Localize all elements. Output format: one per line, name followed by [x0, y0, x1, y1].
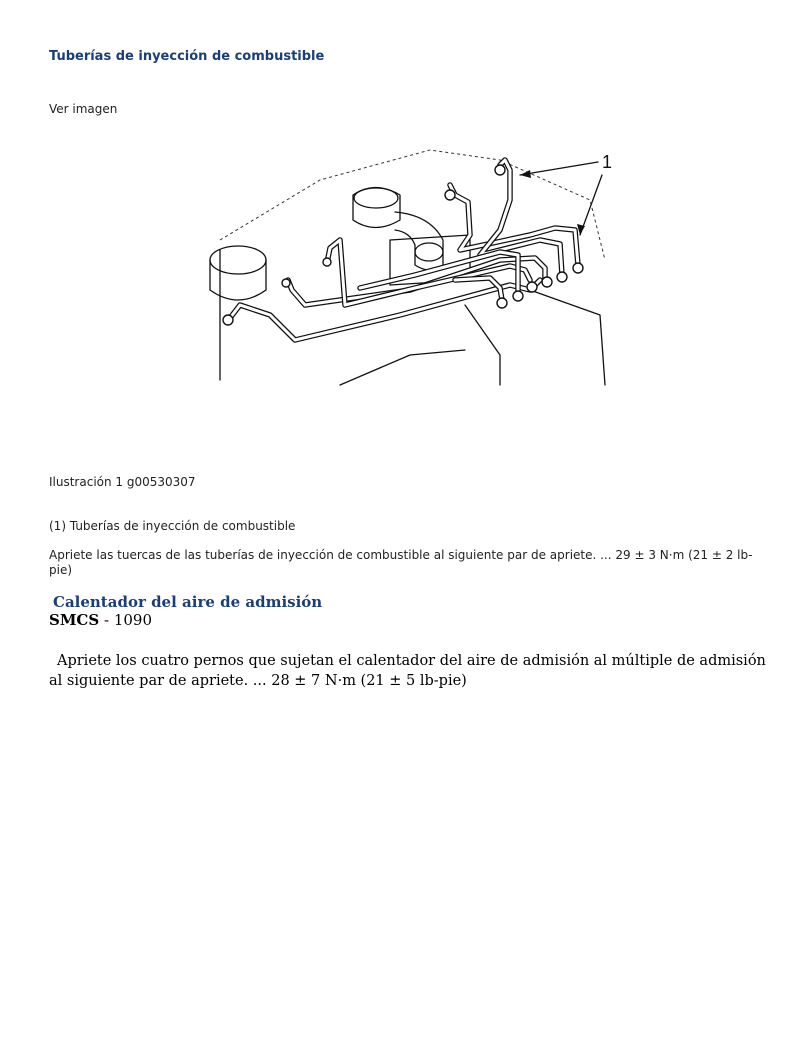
illustration-svg — [200, 140, 620, 390]
section-title: Tuberías de inyección de combustible — [49, 49, 325, 64]
smcs-value: - 1090 — [99, 611, 152, 629]
air-intake-elbow — [353, 188, 470, 286]
heater-torque-text: Apriete los cuatro pernos que sujetan el calentador del aire de admisión al múltiple de admisión al siguiente par de apriete. ... 28 ± 7 N·m (21 ± 5 lb-pie) — [49, 653, 766, 689]
fuel-injection-lines-illustration — [200, 140, 620, 390]
fuel-injection-lines — [230, 160, 578, 340]
callout-description: (1) Tuberías de inyección de combustible — [49, 519, 296, 533]
engine-cover — [210, 246, 266, 274]
figure-caption: Ilustración 1 g00530307 — [49, 475, 196, 489]
heater-title: Calentador del aire de admisión — [53, 593, 323, 611]
torque-spec: Apriete las tuercas de las tuberías de inyección de combustible al siguiente par de apriete. ... 29 ± 3 N·m (21 ± 2 lb-pie) — [49, 548, 753, 577]
callout-number: 1 — [602, 152, 613, 172]
view-image-link[interactable]: Ver imagen — [49, 102, 118, 116]
smcs-code — [49, 611, 152, 629]
smcs-label: SMCS — [49, 611, 100, 629]
callout-leader-1 — [520, 162, 598, 175]
